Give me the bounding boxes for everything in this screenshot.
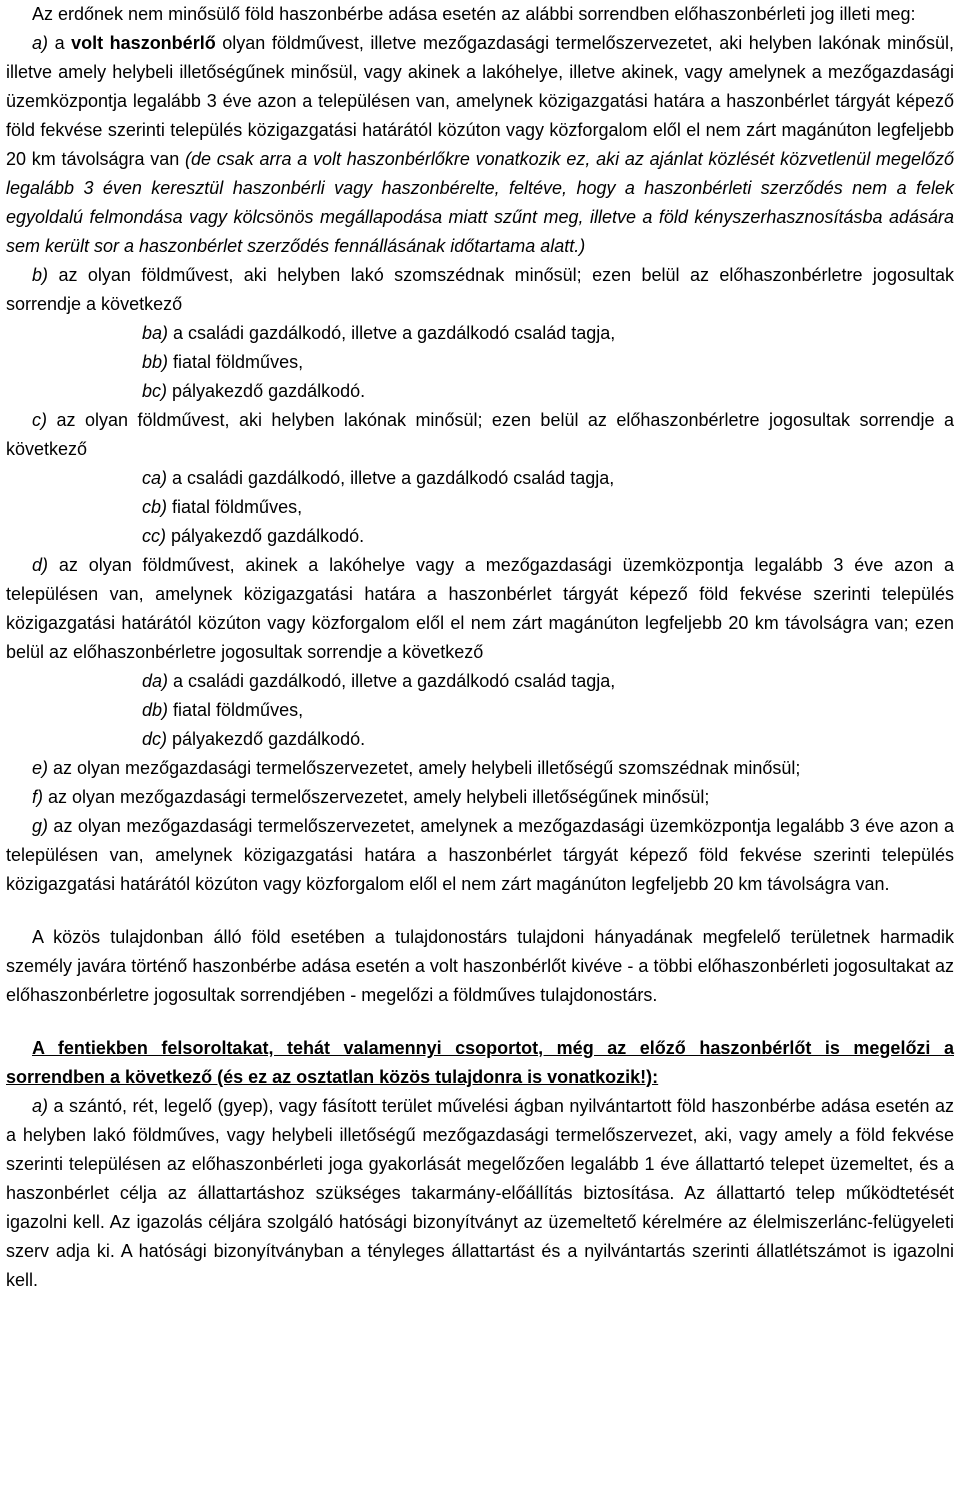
subitem-text: pályakezdő gazdálkodó. bbox=[166, 526, 365, 546]
item-a-text: olyan földművest, illetve mezőgazdasági termelőszervezetet, aki helyben lakónak minősül, illetve amely helybeli illetőségűnek minősül, vagy akinek a lakóhelye, illetve akinek, vagy amelynek a mezőgazdasági üzemközpontja legalább 3 éve azon a településen van, amelynek közigazgatási határa a haszonbérlet tárgyát képező föld fekvése szerinti település közigazgatási határától közúton vagy közforgalom elől el nem zárt magánúton legfeljebb 20 km távolságra van bbox=[6, 33, 955, 169]
item-e-text: az olyan mezőgazdasági termelőszervezetet, amely helybeli illetőségű szomszédnak minősül; bbox=[48, 758, 801, 778]
subitem-marker: dc) bbox=[142, 729, 168, 749]
item-a-italic: (de csak arra a volt haszonbérlőkre vonatkozik ez, aki az ajánlat közlését közvetlenül megelőző legalább 3 éven keresztül haszonbérli vagy haszonbérelte, feltéve, hogy a haszonbérleti szerződés nem a felek egyoldalú felmondása vagy kölcsönös megállapodása miatt szűnt meg, illetve a föld kényszerhasznosításba adására sem került sor a haszonbérlet szerződés fennállásának időtartama alatt.) bbox=[6, 149, 954, 256]
subitem-text: pályakezdő gazdálkodó. bbox=[167, 381, 366, 401]
item-c bbox=[6, 406, 954, 464]
item-b-marker: b) bbox=[32, 265, 49, 285]
priority-a-marker: a) bbox=[32, 1096, 49, 1116]
priority-heading-text: A fentiekben felsoroltakat, tehát valamennyi csoportot, még az előző haszonbérlőt is megelőzi a sorrendben a következő (és ez az osztatlan közös tulajdonra is vonatkozik!): bbox=[6, 1038, 954, 1087]
subitem-text: a családi gazdálkodó, illetve a gazdálkodó család tagja, bbox=[168, 671, 616, 691]
item-b-text: az olyan földművest, aki helyben lakó szomszédnak minősül; ezen belül az előhaszonbérletre jogosultak sorrendje a következő bbox=[6, 265, 954, 314]
item-g-marker: g) bbox=[32, 816, 49, 836]
subitem-ba bbox=[6, 319, 954, 348]
subitem-text: pályakezdő gazdálkodó. bbox=[167, 729, 366, 749]
subitem-text: fiatal földműves, bbox=[168, 352, 304, 372]
item-b bbox=[6, 261, 954, 319]
item-a-pre: a bbox=[48, 33, 72, 53]
subitem-marker: ba) bbox=[142, 323, 169, 343]
item-c-text: az olyan földművest, aki helyben lakónak minősül; ezen belül az előhaszonbérletre jogosultak sorrendje a következő bbox=[6, 410, 954, 459]
priority-item-a bbox=[6, 1092, 954, 1295]
item-a bbox=[6, 29, 954, 261]
item-f-marker: f) bbox=[32, 787, 43, 807]
item-d-text: az olyan földművest, akinek a lakóhelye vagy a mezőgazdasági üzemközpontja legalább 3 éve azon a településen van, amelynek közigazgatási határa a haszonbérlet tárgyát képező föld fekvése szerinti település közigazgatási határától közúton vagy közforgalom elől el nem zárt magánúton legfeljebb 20 km távolságra van; ezen belül az előhaszonbérletre jogosultak sorrendje a következő bbox=[6, 555, 954, 662]
subitem-cc bbox=[6, 522, 954, 551]
item-d bbox=[6, 551, 954, 667]
item-f-text: az olyan mezőgazdasági termelőszervezetet, amely helybeli illetőségűnek minősül; bbox=[43, 787, 710, 807]
item-d-marker: d) bbox=[32, 555, 49, 575]
common-ownership-paragraph: A közös tulajdonban álló föld esetében a tulajdonostárs tulajdoni hányadának megfelelő területnek harmadik személy javára történő haszonbérbe adása esetén a volt haszonbérlőt kivéve - a többi előhaszonbérleti jogosultakat az előhaszonbérletre jogosultak sorrendjében - megelőzi a földműves tulajdonostárs. bbox=[6, 927, 954, 1005]
subitem-bc bbox=[6, 377, 954, 406]
subitem-bb bbox=[6, 348, 954, 377]
priority-heading bbox=[6, 1034, 954, 1092]
subitem-marker: cb) bbox=[142, 497, 168, 517]
item-e bbox=[6, 754, 954, 783]
intro-text: Az erdőnek nem minősülő föld haszonbérbe adása esetén az alábbi sorrendben előhaszonbérleti jog illeti meg: bbox=[32, 4, 916, 24]
item-f bbox=[6, 783, 954, 812]
subitem-da bbox=[6, 667, 954, 696]
subitem-db bbox=[6, 696, 954, 725]
subitem-marker: db) bbox=[142, 700, 169, 720]
item-g-text: az olyan mezőgazdasági termelőszervezetet, amelynek a mezőgazdasági üzemközpontja legalább 3 éve azon a településen van, amelynek közigazgatási határa a haszonbérlet tárgyát képező föld fekvése szerinti település közigazgatási határától közúton vagy közforgalom elől el nem zárt magánúton legfeljebb 20 km távolságra van. bbox=[6, 816, 954, 894]
subitem-marker: bc) bbox=[142, 381, 168, 401]
item-a-marker: a) bbox=[32, 33, 49, 53]
subitem-text: a családi gazdálkodó, illetve a gazdálkodó család tagja, bbox=[167, 468, 615, 488]
priority-a-text: a szántó, rét, legelő (gyep), vagy fásított terület művelési ágban nyilvántartott föld haszonbérbe adása esetén az a helyben lakó földműves, vagy helybeli illetőségű mezőgazdasági termelőszervezet, aki, vagy amely a föld fekvése szerinti településen az előhaszonbérleti joga gyakorlását megelőzően legalább 1 éve állattartó telepet üzemeltet, és a haszonbérlet célja az állattartáshoz szükséges takarmány-előállítás biztosítása. Az állattartó telep működtetését igazolni kell. Az igazolás céljára szolgáló hatósági bizonyítványt az üzemeltető kérelmére az élelmiszerlánc-felügyeleti szerv adja ki. A hatósági bizonyítványban a tényleges állattartást és a nyilvántartás szerinti állatlétszámot is igazolni kell. bbox=[6, 1096, 954, 1290]
item-c-marker: c) bbox=[32, 410, 47, 430]
subitem-marker: cc) bbox=[142, 526, 166, 546]
subitem-marker: bb) bbox=[142, 352, 169, 372]
subitem-text: fiatal földműves, bbox=[168, 700, 304, 720]
subitem-marker: ca) bbox=[142, 468, 168, 488]
item-g bbox=[6, 812, 954, 899]
subitem-cb bbox=[6, 493, 954, 522]
subitem-text: a családi gazdálkodó, illetve a gazdálkodó család tagja, bbox=[168, 323, 616, 343]
subitem-dc bbox=[6, 725, 954, 754]
intro-paragraph bbox=[6, 0, 954, 29]
item-a-bold: volt haszonbérlő bbox=[71, 33, 216, 53]
subitem-ca bbox=[6, 464, 954, 493]
subitem-text: fiatal földműves, bbox=[167, 497, 303, 517]
item-e-marker: e) bbox=[32, 758, 49, 778]
subitem-marker: da) bbox=[142, 671, 169, 691]
